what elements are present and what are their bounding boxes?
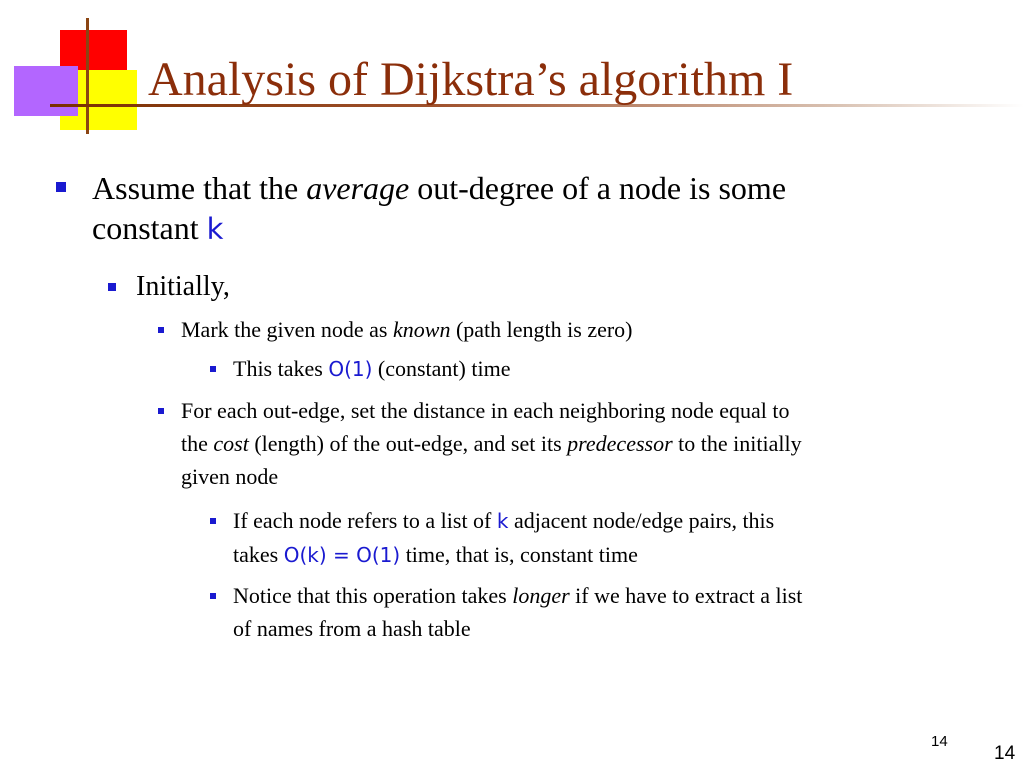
bullet-6-text: time, that is, constant time <box>400 542 638 567</box>
bullet-7-text: Notice that this operation takes <box>233 583 513 608</box>
bullet-6 <box>233 504 1013 572</box>
bullet-3-text: Mark the given node as <box>181 317 393 342</box>
bullet-2 <box>136 270 996 304</box>
bullet-1-text: out-degree of a node is some <box>409 170 787 206</box>
bullet-5-text: (length) of the out-edge, and set its <box>248 431 568 456</box>
page-number: 14 <box>994 743 1016 764</box>
bullet-4 <box>233 352 1003 386</box>
slide-title: Analysis of Dijkstra’s algorithm I <box>148 53 794 106</box>
bullet-1-text: constant <box>92 210 207 246</box>
bullet-1-emphasis: average <box>306 170 410 206</box>
bullet-6-text: adjacent node/edge pairs, this <box>508 508 775 533</box>
slide-page-number: 14 <box>931 733 948 750</box>
bullet-1 <box>92 168 1012 249</box>
bullet-5-emphasis: cost <box>213 431 249 456</box>
bullet-square-icon <box>158 408 164 414</box>
bullet-square-icon <box>108 283 116 291</box>
bullet-5-text: to the initially <box>672 431 802 456</box>
bullet-4-text: This takes <box>233 356 329 381</box>
bullet-6-text: If each node refers to a list of <box>233 508 497 533</box>
bullet-1-text: Assume that the <box>92 170 307 206</box>
bullet-6-code: O(k) = O(1) <box>283 543 401 567</box>
bullet-5-text: the <box>181 431 214 456</box>
bullet-7-text: if we have to extract a list <box>569 583 803 608</box>
bullet-square-icon <box>56 182 66 192</box>
bullet-5-text: given node <box>181 464 279 489</box>
bullet-6-code: k <box>496 509 509 533</box>
bullet-square-icon <box>158 327 164 333</box>
bullet-square-icon <box>210 518 216 524</box>
bullet-4-code: O(1) <box>328 357 373 381</box>
bullet-7-text: of names from a hash table <box>233 616 471 641</box>
bullet-5 <box>181 394 1011 493</box>
bullet-3-emphasis: known <box>393 317 451 342</box>
bullet-1-code: k <box>206 212 224 246</box>
bullet-5-text: For each out-edge, set the distance in each neighboring node equal to <box>181 398 790 423</box>
bullet-square-icon <box>210 593 216 599</box>
bullet-2-text: Initially, <box>136 271 230 302</box>
bullet-3-text: (path length is zero) <box>450 317 633 342</box>
bullet-4-text: (constant) time <box>372 356 511 381</box>
bullet-7-emphasis: longer <box>512 583 570 608</box>
bullet-7 <box>233 579 1013 645</box>
bullet-5-emphasis: predecessor <box>567 431 673 456</box>
bullet-6-text: takes <box>233 542 284 567</box>
bullet-3 <box>181 313 1001 346</box>
bullet-square-icon <box>210 366 216 372</box>
decor-purple-square <box>14 66 78 116</box>
decor-vertical-rule <box>86 18 89 134</box>
